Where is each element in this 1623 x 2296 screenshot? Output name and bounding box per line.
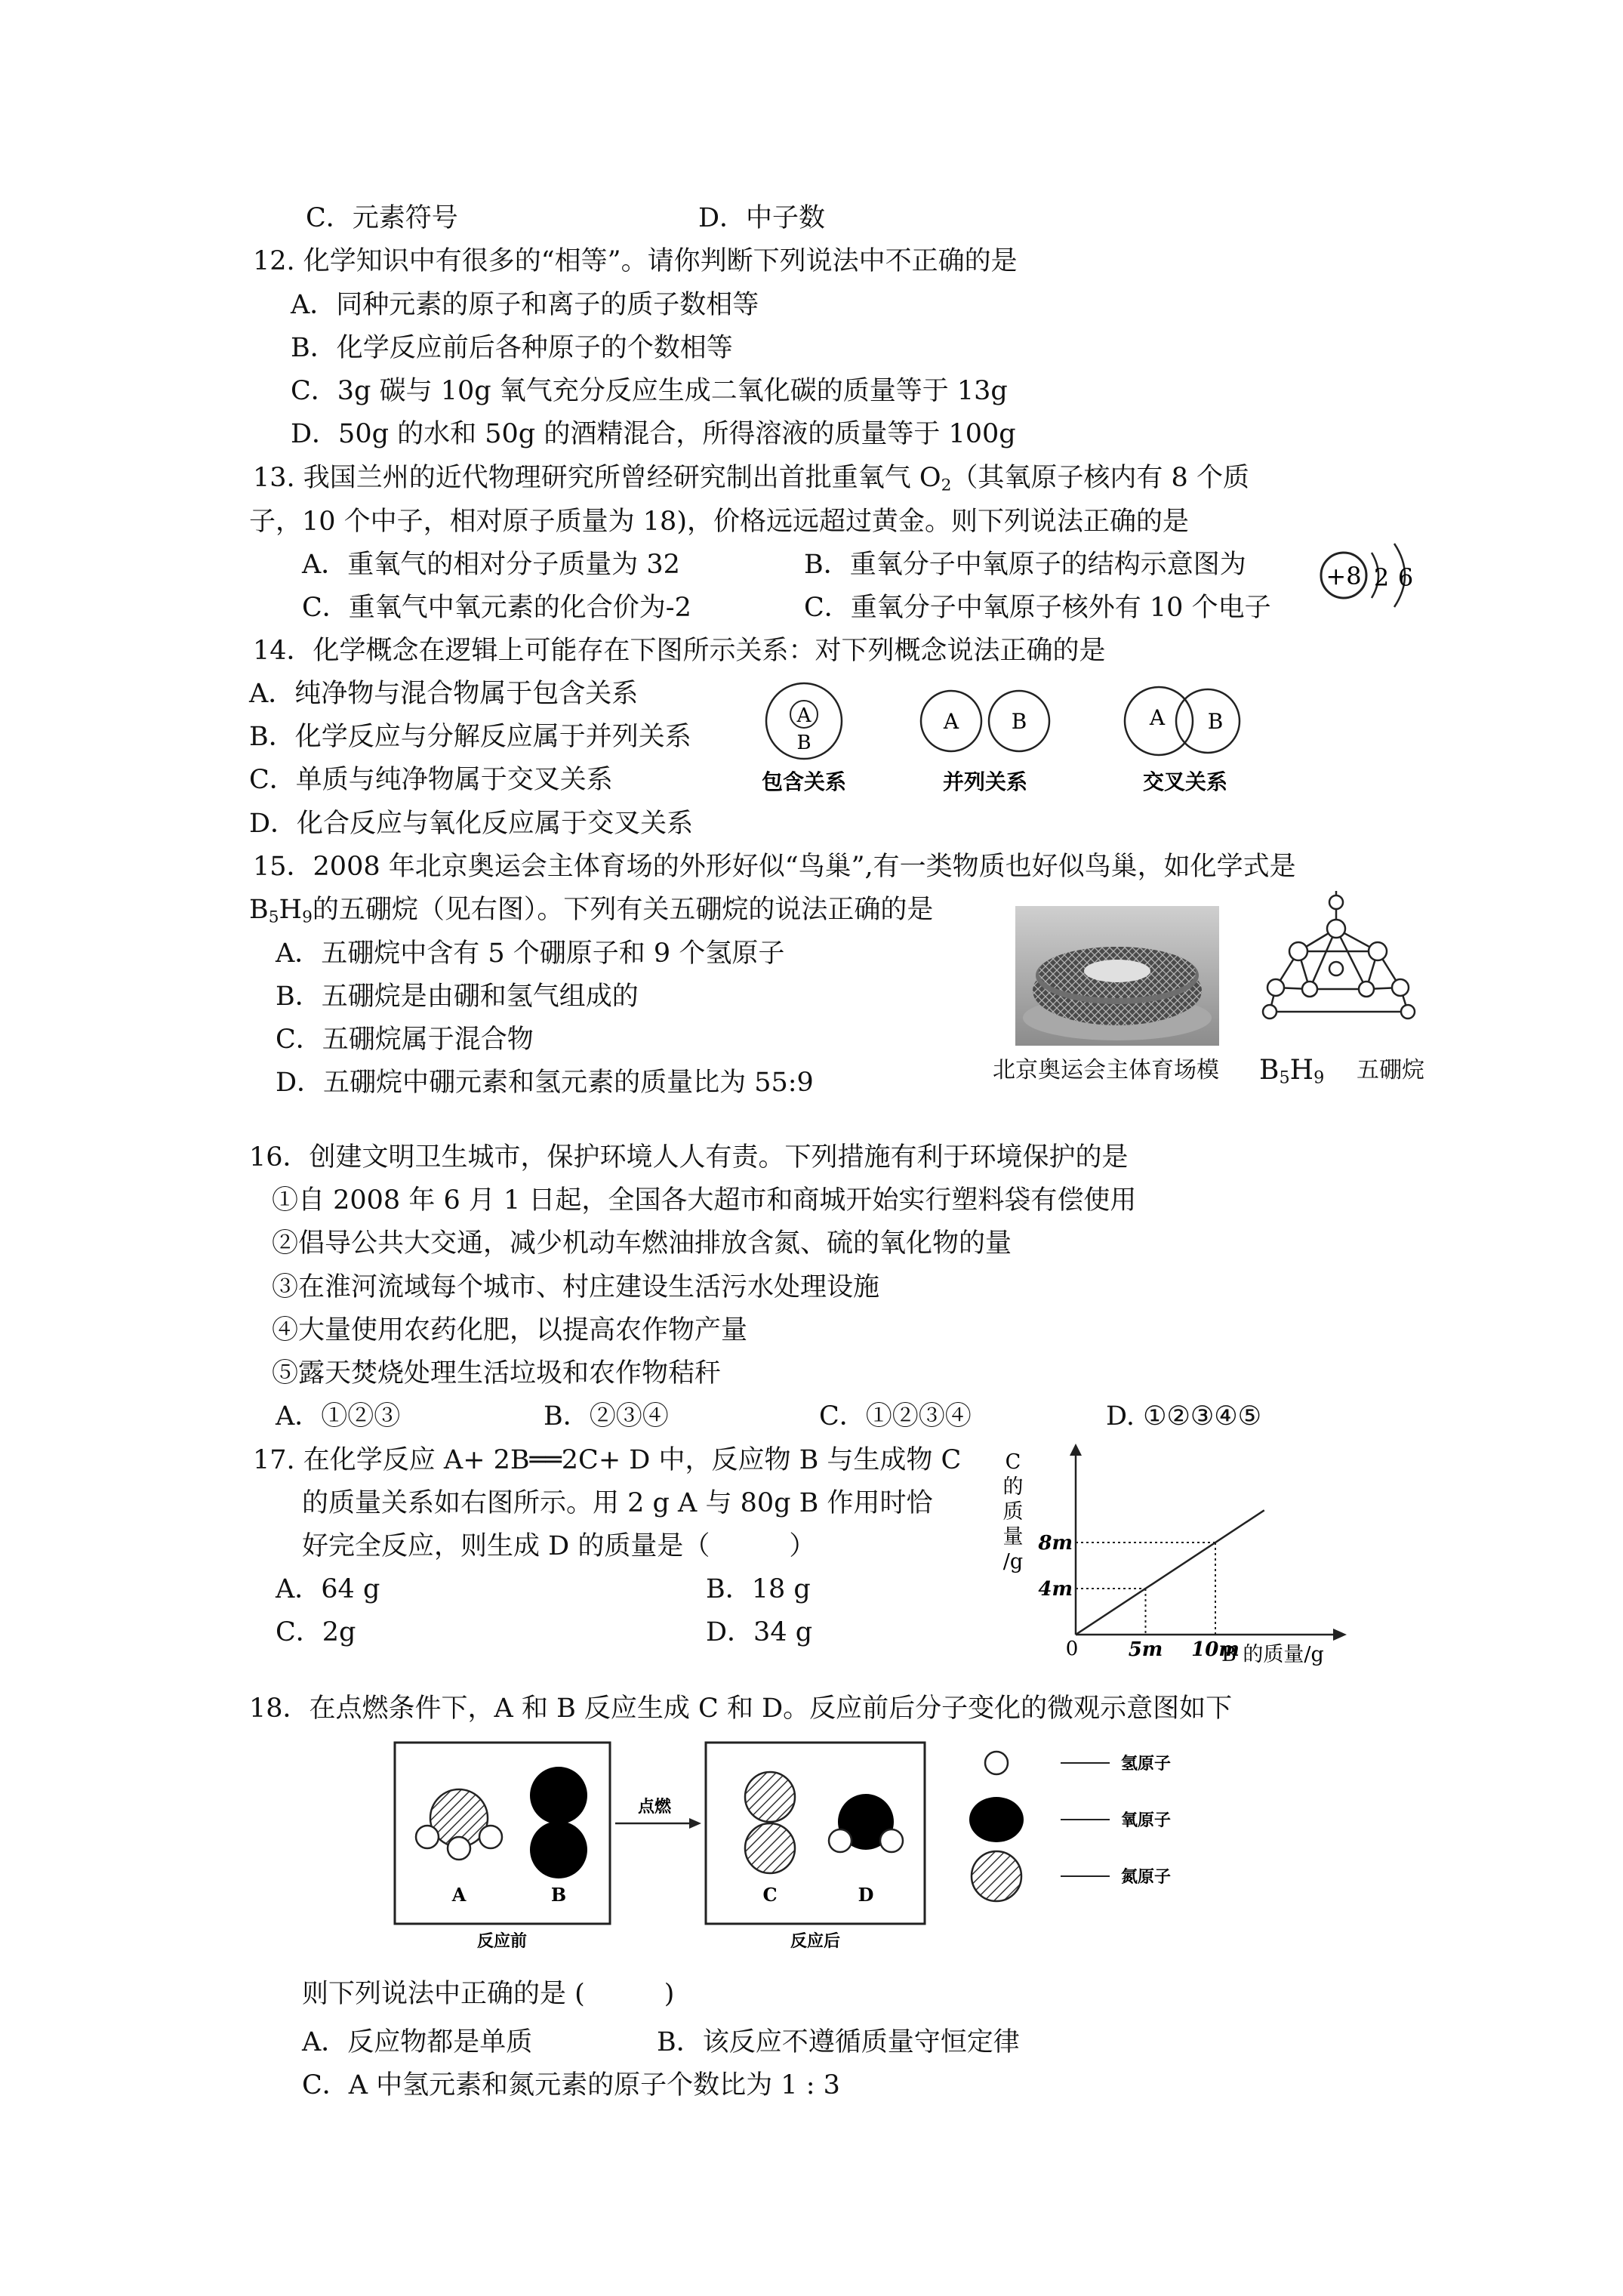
molecule-a — [416, 1789, 502, 1860]
mass-relation-line-chart — [989, 1435, 1366, 1680]
chart-ylabel-char-3: 量 — [1002, 1525, 1024, 1549]
reaction-arrowhead — [689, 1818, 701, 1829]
molecule-label-b: B — [550, 1884, 567, 1906]
molecule-label-d: D — [858, 1884, 874, 1906]
q18-option-c: C．A 中氢元素和氮元素的原子个数比为 1 : 3 — [302, 2070, 840, 2100]
molecule-caption-b: B — [1259, 1055, 1280, 1086]
q15-stem-line1: 15．2008 年北京奥运会主体育场的外形好似“鸟巢”,有一类物质也好似鸟巢，如化学式是 — [253, 852, 1296, 882]
q16-item-5: ⑤露天焚烧处理生活垃圾和农作物秸秆 — [272, 1358, 722, 1388]
legend-hydrogen: 氢原子 — [1121, 1755, 1172, 1774]
q15-option-b: B．五硼烷是由硼和氢气组成的 — [276, 982, 639, 1012]
q16-option-c: C．①②③④ — [819, 1401, 972, 1432]
q14-option-d: D．化合反应与氧化反应属于交叉关系 — [249, 809, 694, 839]
q16-item-3: ③在淮河流域每个城市、村庄建设生活污水处理设施 — [272, 1272, 880, 1302]
molecule-formula-caption — [1259, 1054, 1324, 1086]
after-label: 反应后 — [790, 1932, 841, 1951]
q13-stem-line1 — [253, 462, 1249, 494]
chart-x-tick-0: 5m — [1128, 1638, 1163, 1661]
before-label: 反应前 — [476, 1932, 528, 1951]
molecule-label-a: A — [451, 1884, 467, 1906]
pentaborane-molecule-diagram — [1253, 891, 1427, 1046]
reaction-micro-diagram — [389, 1737, 1264, 1955]
venn-inclusion-a: A — [796, 704, 812, 727]
oxygen-atom-structure-diagram — [1310, 538, 1431, 613]
chart-y-label — [1003, 1450, 1024, 1573]
venn-relationship-diagrams — [759, 680, 1332, 808]
molecule-caption-h: H — [1289, 1055, 1314, 1086]
q11-option-d: D．中子数 — [698, 203, 826, 233]
q15-formula-h: H — [279, 895, 303, 925]
venn-parallel-label: 并列关系 — [942, 769, 1028, 794]
molecule-c — [745, 1772, 795, 1873]
venn-intersection-a: A — [1149, 705, 1166, 730]
q15-option-c: C．五硼烷属于混合物 — [276, 1025, 534, 1055]
legend — [969, 1752, 1171, 1901]
legend-oxygen: 氧原子 — [1121, 1811, 1172, 1830]
chart-ylabel-char-1: 的 — [1002, 1475, 1024, 1499]
venn-intersection-b: B — [1207, 709, 1224, 734]
q13-option-b: B．重氧分子中氧原子的结构示意图为 — [804, 550, 1246, 580]
q13-stem-post: （其氧原子核内有 8 个质 — [951, 463, 1249, 493]
q14-option-b: B．化学反应与分解反应属于并列关系 — [249, 722, 691, 752]
q17-option-c: C．2g — [276, 1617, 356, 1647]
chart-y-tick-0: 4m — [1038, 1578, 1073, 1601]
chart-ylabel-char-4: /g — [1002, 1550, 1024, 1573]
venn-inclusion-b: B — [796, 732, 812, 754]
venn-inclusion-label: 包含关系 — [761, 769, 847, 794]
q18-option-a: A．反应物都是单质 — [302, 2027, 533, 2057]
legend-nitrogen-symbol — [972, 1851, 1021, 1901]
photo-caption: 北京奥运会主体育场模 — [993, 1057, 1219, 1083]
reaction-condition-label: 点燃 — [637, 1798, 672, 1817]
q15-stem-line2 — [249, 894, 933, 926]
q18-stem: 18．在点燃条件下，A 和 B 反应生成 C 和 D。反应前后分子变化的微观示意图如下 — [249, 1693, 1233, 1724]
q17-stem-line1: 17. 在化学反应 A+ 2B══2C+ D 中，反应物 B 与生成物 C — [253, 1445, 962, 1475]
q17-option-b: B．18 g — [706, 1574, 811, 1604]
chart-x-label: B 的质量/g — [1221, 1643, 1324, 1666]
q15-option-a: A．五硼烷中含有 5 个硼原子和 9 个氢原子 — [276, 938, 785, 969]
chart-x-axis-arrow — [1333, 1629, 1347, 1641]
q13-stem-line2: 子，10 个中子，相对原子质量为 18)，价格远远超过黄金。则下列说法正确的是 — [249, 507, 1189, 537]
chart-series-line — [1076, 1510, 1264, 1635]
venn-parallel-a: A — [943, 709, 959, 734]
nucleus-charge: +8 — [1326, 562, 1362, 590]
q12-option-d: D．50g 的水和 50g 的酒精混合，所得溶液的质量等于 100g — [291, 419, 1016, 449]
q15-option-d: D．五硼烷中硼元素和氢元素的质量比为 55:9 — [276, 1068, 814, 1098]
q16-item-1: ①自 2008 年 6 月 1 日起，全国各大超市和商城开始实行塑料袋有偿使用 — [272, 1185, 1137, 1216]
chart-x-tick-1: 10m — [1191, 1638, 1240, 1661]
legend-hydrogen-symbol — [985, 1752, 1008, 1774]
q16-item-4: ④大量使用农药化肥，以提高农作物产量 — [272, 1315, 748, 1345]
q16-item-2: ②倡导公共大交通，减少机动车燃油排放含氮、硫的氧化物的量 — [272, 1228, 1012, 1259]
q16-option-a: A．①②③ — [276, 1401, 401, 1432]
legend-oxygen-symbol — [969, 1797, 1024, 1842]
q12-option-a: A．同种元素的原子和离子的质子数相等 — [291, 290, 759, 320]
q12-option-b: B．化学反应前后各种原子的个数相等 — [291, 333, 733, 363]
q12-option-c: C．3g 碳与 10g 氧气充分反应生成二氧化碳的质量等于 13g — [291, 376, 1008, 406]
q13-option-c2: C．重氧分子中氧原子核外有 10 个电子 — [804, 593, 1271, 623]
chart-y-axis-arrow — [1070, 1444, 1082, 1456]
q17-option-d: D．34 g — [706, 1617, 813, 1647]
q14-option-a: A．纯净物与混合物属于包含关系 — [249, 679, 639, 709]
q13-option-c1: C．重氧气中氧元素的化合价为-2 — [302, 593, 691, 623]
q17-option-a: A．64 g — [276, 1574, 380, 1604]
q15-formula-9: 9 — [302, 908, 313, 927]
molecule-caption-5: 5 — [1279, 1068, 1290, 1088]
molecule-b — [530, 1767, 587, 1878]
chart-y-tick-1: 8m — [1038, 1532, 1073, 1555]
chart-origin-label: 0 — [1065, 1638, 1079, 1660]
shell-1-count: 2 — [1373, 563, 1390, 592]
molecule-d — [829, 1794, 903, 1852]
venn-parallel — [921, 691, 1049, 794]
q17-stem-line2: 的质量关系如右图所示。用 2 g A 与 80g B 作用时恰 — [302, 1488, 933, 1518]
q12-stem: 12. 化学知识中有很多的“相等”。请你判断下列说法中不正确的是 — [253, 246, 1018, 276]
q16-option-d: D. ①②③④⑤ — [1106, 1401, 1261, 1432]
q16-option-b: B．②③④ — [544, 1401, 669, 1432]
molecule-label-c: C — [762, 1884, 778, 1906]
q13-stem-sub: 2 — [941, 476, 952, 495]
venn-intersection-label: 交叉关系 — [1142, 769, 1228, 794]
venn-intersection — [1125, 687, 1240, 794]
q11-option-c: C．元素符号 — [306, 203, 458, 233]
chart-ylabel-char-0: C — [1005, 1450, 1021, 1474]
q15-formula-5: 5 — [268, 908, 279, 927]
venn-inclusion — [762, 683, 846, 794]
birds-nest-stadium-photo — [1015, 906, 1219, 1046]
q17-stem-line3: 好完全反应，则生成 D 的质量是（ ） — [302, 1531, 816, 1561]
q13-option-a: A．重氧气的相对分子质量为 32 — [302, 550, 680, 580]
q15-stem-rest: 的五硼烷（见右图）。下列有关五硼烷的说法正确的是 — [312, 895, 934, 925]
q13-stem-pre: 13. 我国兰州的近代物理研究所曾经研究制出首批重氧气 O — [253, 463, 941, 493]
q18-ask: 则下列说法中正确的是 ( ) — [302, 1979, 675, 2009]
q15-formula-b: B — [249, 895, 269, 925]
venn-parallel-b: B — [1011, 709, 1027, 734]
chart-ylabel-char-2: 质 — [1002, 1500, 1024, 1524]
q14-stem: 14．化学概念在逻辑上可能存在下图所示关系：对下列概念说法正确的是 — [253, 636, 1106, 666]
q14-option-c: C．单质与纯净物属于交叉关系 — [249, 765, 613, 795]
shell-2-count: 6 — [1397, 563, 1414, 592]
q18-option-b: B．该反应不遵循质量守恒定律 — [657, 2027, 1020, 2057]
legend-nitrogen: 氮原子 — [1121, 1868, 1172, 1887]
molecule-caption-9: 9 — [1313, 1068, 1325, 1088]
q16-stem: 16．创建文明卫生城市，保护环境人人有责。下列措施有利于环境保护的是 — [249, 1142, 1129, 1173]
molecule-name-caption: 五硼烷 — [1357, 1057, 1424, 1083]
